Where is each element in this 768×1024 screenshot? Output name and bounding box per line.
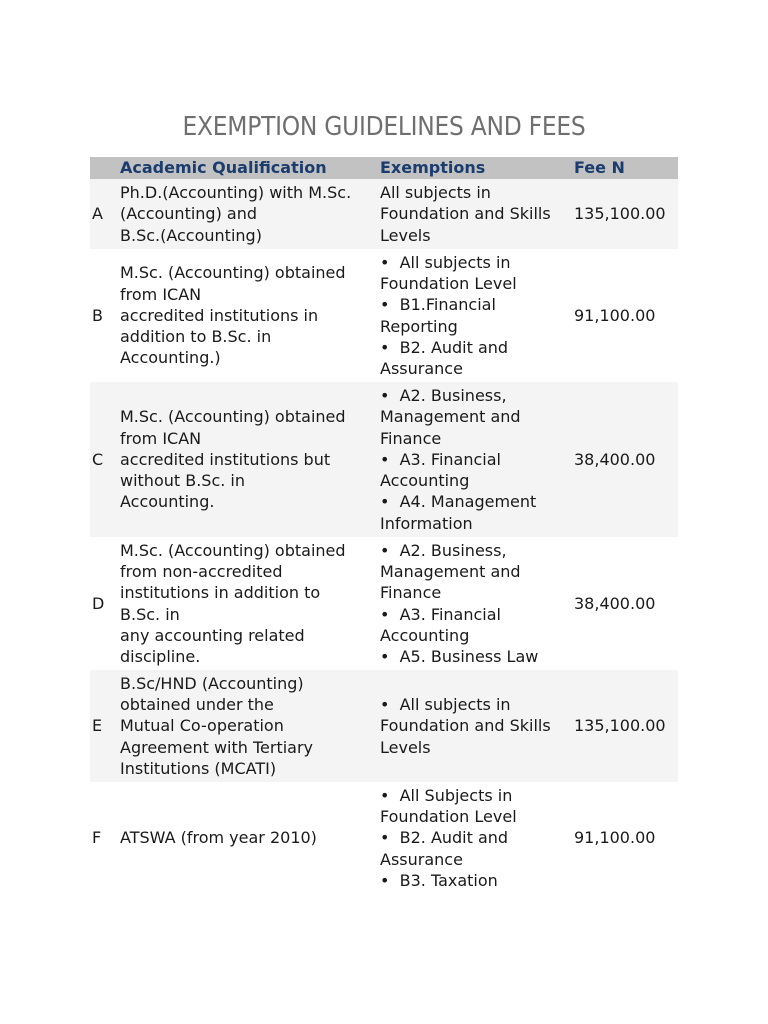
fee-cell: 135,100.00 xyxy=(574,716,666,736)
exemption-bullet-item: • A2. Business, xyxy=(380,385,574,406)
exemption-bullet-item: • A3. Financial xyxy=(380,449,574,470)
exemption-bullet-item: • A5. Business Law xyxy=(380,646,574,667)
qualification-line: accredited institutions in xyxy=(120,305,319,325)
exemption-line: Reporting xyxy=(380,316,458,336)
exemptions-cell xyxy=(380,670,574,782)
exemption-line: Foundation Level xyxy=(380,807,517,827)
exemptions-cell xyxy=(380,782,574,894)
qualification-cell xyxy=(120,537,380,670)
qualification-line: discipline. xyxy=(120,647,201,667)
fee-cell: 135,100.00 xyxy=(574,204,666,224)
exemption-bullet-item: • All subjects in xyxy=(380,252,574,273)
page-title: EXEMPTION GUIDELINES AND FEES xyxy=(182,112,586,142)
qualification-line: B.Sc.(Accounting) xyxy=(120,225,262,245)
exemptions-cell xyxy=(380,382,574,537)
qualification-line: Agreement with Tertiary xyxy=(120,737,314,757)
qualification-line: M.Sc. (Accounting) obtained xyxy=(120,263,346,283)
row-letter: C xyxy=(92,449,104,469)
qualification-line: institutions in addition to xyxy=(120,583,321,603)
qualification-line: obtained under the xyxy=(120,695,274,715)
exemption-bullet-item: • All subjects in xyxy=(380,694,574,715)
qualification-line: Mutual Co-operation xyxy=(120,716,284,736)
exemption-bullet-item: • B2. Audit and xyxy=(380,337,574,358)
qualification-line: Institutions (MCATI) xyxy=(120,758,277,778)
exemption-line: Assurance xyxy=(380,359,463,379)
row-letter: D xyxy=(92,593,105,613)
qualification-line: ATSWA (from year 2010) xyxy=(120,828,317,848)
qualification-line: (Accounting) and xyxy=(120,204,258,224)
table-header-row xyxy=(90,157,678,179)
qualification-line: Accounting.) xyxy=(120,348,221,368)
exemption-line: Information xyxy=(380,513,473,533)
qualification-line: M.Sc. (Accounting) obtained xyxy=(120,407,346,427)
table-row xyxy=(90,670,678,782)
exemption-bullet-item: • B3. Taxation xyxy=(380,870,574,891)
exemption-bullet-item: • A2. Business, xyxy=(380,540,574,561)
header-academic-qualification: Academic Qualification xyxy=(120,157,380,179)
exemption-bullet-item: • A4. Management xyxy=(380,491,574,512)
exemption-line: Accounting xyxy=(380,625,470,645)
exemption-line: Foundation and Skills xyxy=(380,204,551,224)
row-letter: A xyxy=(92,204,103,224)
qualification-line: without B.Sc. in xyxy=(120,471,246,491)
qualification-line: from ICAN xyxy=(120,428,202,448)
exemption-line: Foundation Level xyxy=(380,273,517,293)
exemptions-cell xyxy=(380,249,574,382)
qualification-cell xyxy=(120,670,380,782)
qualification-line: M.Sc. (Accounting) obtained xyxy=(120,540,346,560)
exemption-bullet-item: • B2. Audit and xyxy=(380,827,574,848)
exemption-line: Levels xyxy=(380,225,431,245)
exemption-line: Finance xyxy=(380,583,442,603)
qualification-cell xyxy=(120,382,380,537)
exemption-line: Accounting xyxy=(380,471,470,491)
fee-cell: 38,400.00 xyxy=(574,593,656,613)
exemptions-cell xyxy=(380,179,574,249)
exemption-bullet-item: • B1.Financial xyxy=(380,294,574,315)
exemption-line: Assurance xyxy=(380,849,463,869)
qualification-line: B.Sc/HND (Accounting) xyxy=(120,673,304,693)
exemption-line: Management and xyxy=(380,407,521,427)
qualification-line: any accounting related xyxy=(120,625,305,645)
table-row xyxy=(90,537,678,670)
table-row xyxy=(90,249,678,382)
qualification-line: addition to B.Sc. in xyxy=(120,327,272,347)
row-letter: B xyxy=(92,305,103,325)
qualification-line: from non-accredited xyxy=(120,561,283,581)
exemption-line: Levels xyxy=(380,737,431,757)
fee-cell: 91,100.00 xyxy=(574,305,656,325)
exemption-line: Foundation and Skills xyxy=(380,716,551,736)
exemption-line: All subjects in xyxy=(380,183,491,203)
qualification-line: Accounting. xyxy=(120,492,215,512)
qualification-cell xyxy=(120,179,380,249)
header-fee: Fee N xyxy=(574,157,678,179)
fee-cell: 38,400.00 xyxy=(574,449,656,469)
row-letter: E xyxy=(92,716,103,736)
qualification-line: Ph.D.(Accounting) with M.Sc. xyxy=(120,183,352,203)
table-row xyxy=(90,179,678,249)
exemption-line: Management and xyxy=(380,561,521,581)
row-letter: F xyxy=(92,828,102,848)
qualification-line: accredited institutions but xyxy=(120,449,331,469)
table-body xyxy=(90,179,678,894)
exemption-bullet-item: • A3. Financial xyxy=(380,604,574,625)
table-row xyxy=(90,382,678,537)
exemptions-cell xyxy=(380,537,574,670)
qualification-cell xyxy=(120,249,380,382)
header-letter xyxy=(90,157,120,179)
exemption-bullet-item: • All Subjects in xyxy=(380,785,574,806)
fee-cell: 91,100.00 xyxy=(574,828,656,848)
header-exemptions: Exemptions xyxy=(380,157,574,179)
qualification-cell xyxy=(120,782,380,894)
table-row xyxy=(90,782,678,894)
qualification-line: B.Sc. in xyxy=(120,604,180,624)
exemption-line: Finance xyxy=(380,428,442,448)
exemption-fees-table xyxy=(90,157,678,894)
qualification-line: from ICAN xyxy=(120,284,202,304)
